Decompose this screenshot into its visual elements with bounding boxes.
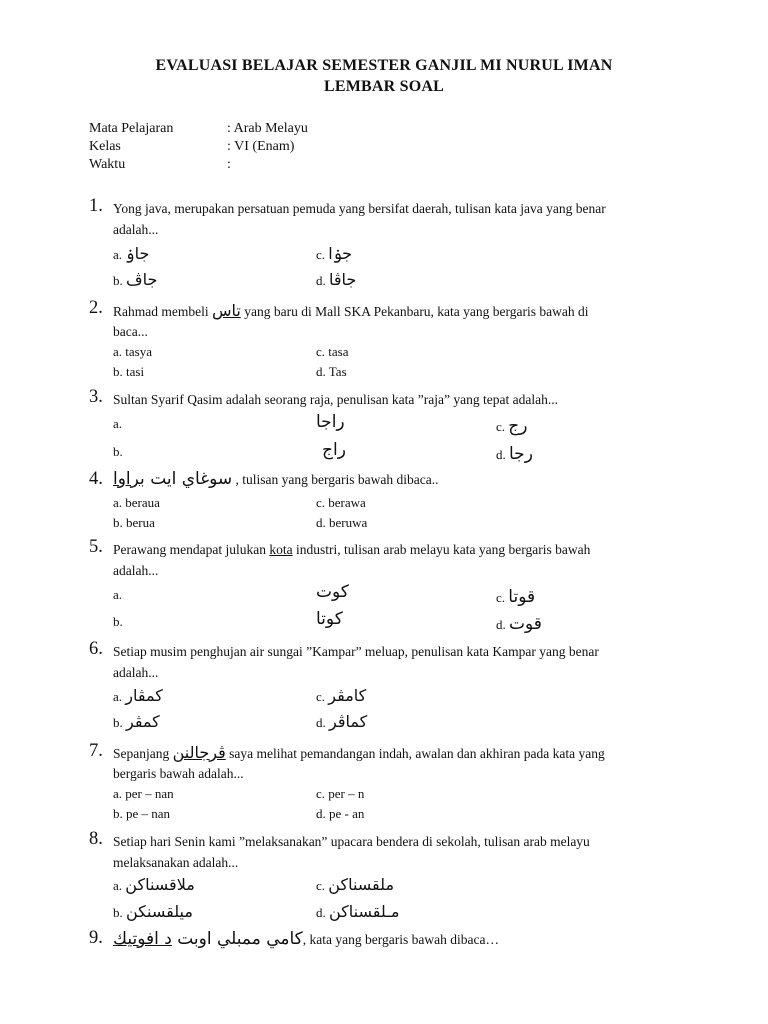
option-b: b. berua (113, 515, 155, 530)
option-b-text: كوتا (316, 609, 343, 629)
arabic-sentence: كامي ممبلي اوبت د افوتيك (113, 929, 303, 949)
option-b: b. جاڤ (113, 270, 158, 289)
option-a-letter: a. (113, 587, 123, 602)
option-d: d. مـلقسناكن (316, 902, 400, 921)
option-c: c. per – n (316, 786, 365, 801)
option-a-text: كوت (316, 582, 349, 602)
option-b: b. tasi (113, 364, 145, 379)
option-c: c. tasa (316, 344, 349, 359)
option-d: d. قوت (496, 614, 542, 634)
option-c: c. جۏا (316, 244, 352, 263)
question-number: 9. (89, 928, 103, 948)
option-a: a. tasya (113, 344, 152, 359)
subject-value: : Arab Melayu (227, 121, 308, 136)
question-text-continued: adalah... (113, 665, 159, 680)
question-text: كامي ممبلي اوبت د افوتيك , kata yang bergaris bawah dibaca… (113, 929, 499, 949)
option-a-text: راجا (316, 412, 345, 432)
question-number: 7. (89, 741, 103, 761)
document-subtitle: LEMBAR SOAL (324, 78, 444, 95)
class-value: : VI (Enam) (227, 139, 295, 154)
question-text-continued: adalah... (113, 563, 159, 578)
question-text: Sultan Syarif Qasim adalah seorang raja, penulisan kata ”raja” yang tepat adalah... (113, 392, 558, 407)
option-a: a. ملاقسناكن (113, 875, 195, 894)
option-a: a. per – nan (113, 786, 174, 801)
option-c: c. ملقسناكن (316, 875, 395, 894)
underlined-word: براوا (113, 469, 145, 489)
question-text: Setiap musim penghujan air sungai ”Kampar” meluap, penulisan kata Kampar yang benar (113, 644, 599, 659)
question-number: 5. (89, 537, 103, 557)
underlined-word: kota (269, 542, 293, 557)
underlined-word: تاس (211, 301, 241, 320)
underlined-word: ڤرجالنن (172, 743, 226, 762)
option-b: b. ميلقسنكن (113, 902, 193, 921)
question-text-continued: baca... (113, 324, 148, 339)
question-text-continued: melaksanakan adalah... (113, 855, 239, 870)
question-text: سوغاي ايت براوا , tulisan yang bergaris bawah dibaca.. (113, 469, 439, 489)
subject-label: Mata Pelajaran (89, 121, 174, 136)
question-number: 1. (89, 196, 103, 216)
option-c: c. قوتا (496, 587, 536, 607)
option-b-letter: b. (113, 444, 123, 459)
option-d: d. جاڤا (316, 270, 357, 289)
option-d: d. Tas (316, 364, 347, 379)
time-label: Waktu (89, 157, 126, 172)
option-b: b. pe – nan (113, 806, 171, 821)
question-text-continued: adalah... (113, 222, 159, 237)
document-title: EVALUASI BELAJAR SEMESTER GANJIL MI NURUL IMAN (155, 57, 613, 74)
question-text: Perawang mendapat julukan kota industri, tulisan arab melayu kata yang bergaris bawah (113, 542, 591, 557)
option-a: a. كمڤار (113, 686, 163, 705)
option-d: d. pe - an (316, 806, 365, 821)
class-label: Kelas (89, 139, 121, 154)
question-text: Yong java, merupakan persatuan pemuda yang bersifat daerah, tulisan kata java yang benar (113, 201, 606, 216)
question-number: 6. (89, 639, 103, 659)
option-d: d. beruwa (316, 515, 368, 530)
time-value: : (227, 157, 231, 172)
option-b-letter: b. (113, 614, 123, 629)
question-number: 2. (89, 298, 103, 318)
option-c: c. berawa (316, 495, 366, 510)
option-a: a. beraua (113, 495, 160, 510)
option-d: d. كماڤر (316, 712, 368, 731)
option-c: c. كامڤر (316, 686, 367, 705)
option-c: c. رج (496, 416, 528, 436)
arabic-sentence: سوغاي ايت براوا (113, 469, 233, 489)
question-text: Setiap hari Senin kami ”melaksanakan” upacara bendera di sekolah, tulisan arab melayu (113, 834, 590, 849)
question-number: 4. (89, 469, 103, 489)
option-b: b. كمڤر (113, 712, 160, 731)
option-d: d. رجا (496, 444, 533, 464)
option-a: a. جاۏ (113, 244, 150, 263)
option-a-letter: a. (113, 416, 123, 431)
question-number: 8. (89, 829, 103, 849)
question-text: Rahmad membeli تاس yang baru di Mall SKA Pekanbaru, kata yang bergaris bawah di (113, 301, 589, 320)
underlined-word: د افوتيك (113, 929, 172, 949)
question-number: 3. (89, 387, 103, 407)
question-text: Sepanjang ڤرجالنن saya melihat pemandangan indah, awalan dan akhiran pada kata yang (113, 743, 605, 762)
option-b-text: راج (322, 440, 346, 460)
question-text-continued: bergaris bawah adalah... (113, 766, 244, 781)
